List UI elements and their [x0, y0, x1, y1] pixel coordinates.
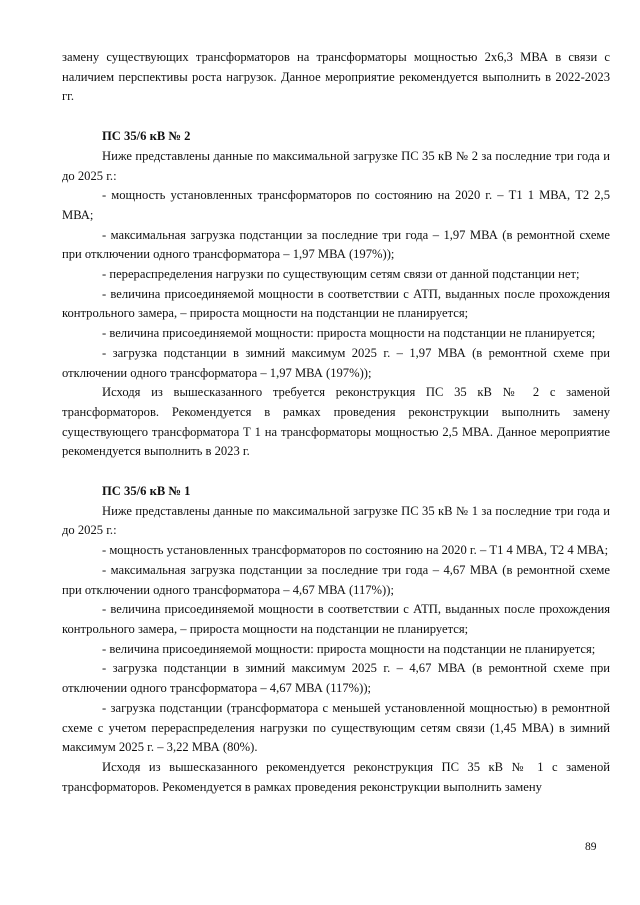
paragraph-continuation: замену существующих трансформаторов на трансформаторы мощностью 2х6,3 МВА в связи с наличием перспективы роста нагрузок. Данное мероприятие рекомендуется выполнить в 2022-2023 гг.	[62, 50, 610, 104]
bullet-ps1-connected-power: - величина присоединяемой мощности: прироста мощности на подстанции не планируется;	[102, 641, 596, 656]
bullet-ps1-max-load: - максимальная загрузка подстанции за последние три года – 4,67 МВА (в ремонтной схеме при отключении одного трансформатора – 4,67 МВА (117%));	[62, 562, 610, 597]
bullet-ps2-installed-power: - мощность установленных трансформаторов по состоянию на 2020 г. – Т1 1 МВА, Т2 2,5 МВА;	[62, 188, 610, 222]
section-heading-ps2: ПС 35/6 кВ № 2	[102, 129, 191, 144]
bullet-ps1-winter-load: - загрузка подстанции в зимний максимум 2025 г. – 4,67 МВА (в ремонтной схеме при отключении одного трансформатора – 4,67 МВА (117%));	[62, 661, 610, 696]
conclusion-ps2: Исходя из вышесказанного требуется реконструкция ПС 35 кВ № 2 с заменой трансформаторов. Рекомендуется в рамках проведения реконструкции выполнить замену существующего трансформатора Т 1 на трансформаторы мощностью 2,5 МВА. Данное мероприятие рекомендуется выполнить в 2023 г.	[62, 385, 610, 459]
conclusion-ps1: Исходя из вышесказанного рекомендуется реконструкция ПС 35 кВ № 1 с заменой трансформаторов. Рекомендуется в рамках проведения реконструкции выполнить замену	[62, 759, 610, 794]
section-intro-ps1: Ниже представлены данные по максимальной загрузке ПС 35 кВ № 1 за последние три года и до 2025 г.:	[62, 503, 610, 538]
bullet-ps1-installed-power: - мощность установленных трансформаторов по состоянию на 2020 г. – Т1 4 МВА, Т2 4 МВА;	[102, 543, 609, 558]
bullet-ps2-max-load: - максимальная загрузка подстанции за последние три года – 1,97 МВА (в ремонтной схеме при отключении одного трансформатора – 1,97 МВА (197%));	[62, 227, 610, 262]
bullet-ps1-atp-power: - величина присоединяемой мощности в соответствии с АТП, выданных после прохождения контрольного замера, – прироста мощности на подстанции не планируется;	[62, 602, 610, 636]
page-number: 89	[585, 841, 597, 853]
bullet-ps2-connected-power: - величина присоединяемой мощности: прироста мощности на подстанции не планируется;	[102, 326, 596, 341]
bullet-ps2-redistribution: - перераспределения нагрузки по существующим сетям связи от данной подстанции нет;	[102, 267, 580, 282]
section-intro-ps2: Ниже представлены данные по максимальной загрузке ПС 35 кВ № 2 за последние три года и до 2025 г.:	[62, 148, 610, 183]
bullet-ps2-winter-load: - загрузка подстанции в зимний максимум 2025 г. – 1,97 МВА (в ремонтной схеме при отключении одного трансформатора – 1,97 МВА (197%));	[62, 345, 610, 380]
page-text	[62, 48, 610, 797]
section-heading-ps1: ПС 35/6 кВ № 1	[102, 484, 191, 499]
bullet-ps1-repair-scheme-load: - загрузка подстанции (трансформатора с меньшей установленной мощностью) в ремонтной схеме с учетом перераспределения нагрузки по существующим сетям связи (1,45 МВА) в зимний максимум 2025 г. – 3,22 МВА (80%).	[62, 700, 610, 755]
bullet-ps2-atp-power: - величина присоединяемой мощности в соответствии с АТП, выданных после прохождения контрольного замера, – прироста мощности на подстанции не планируется;	[62, 286, 610, 321]
